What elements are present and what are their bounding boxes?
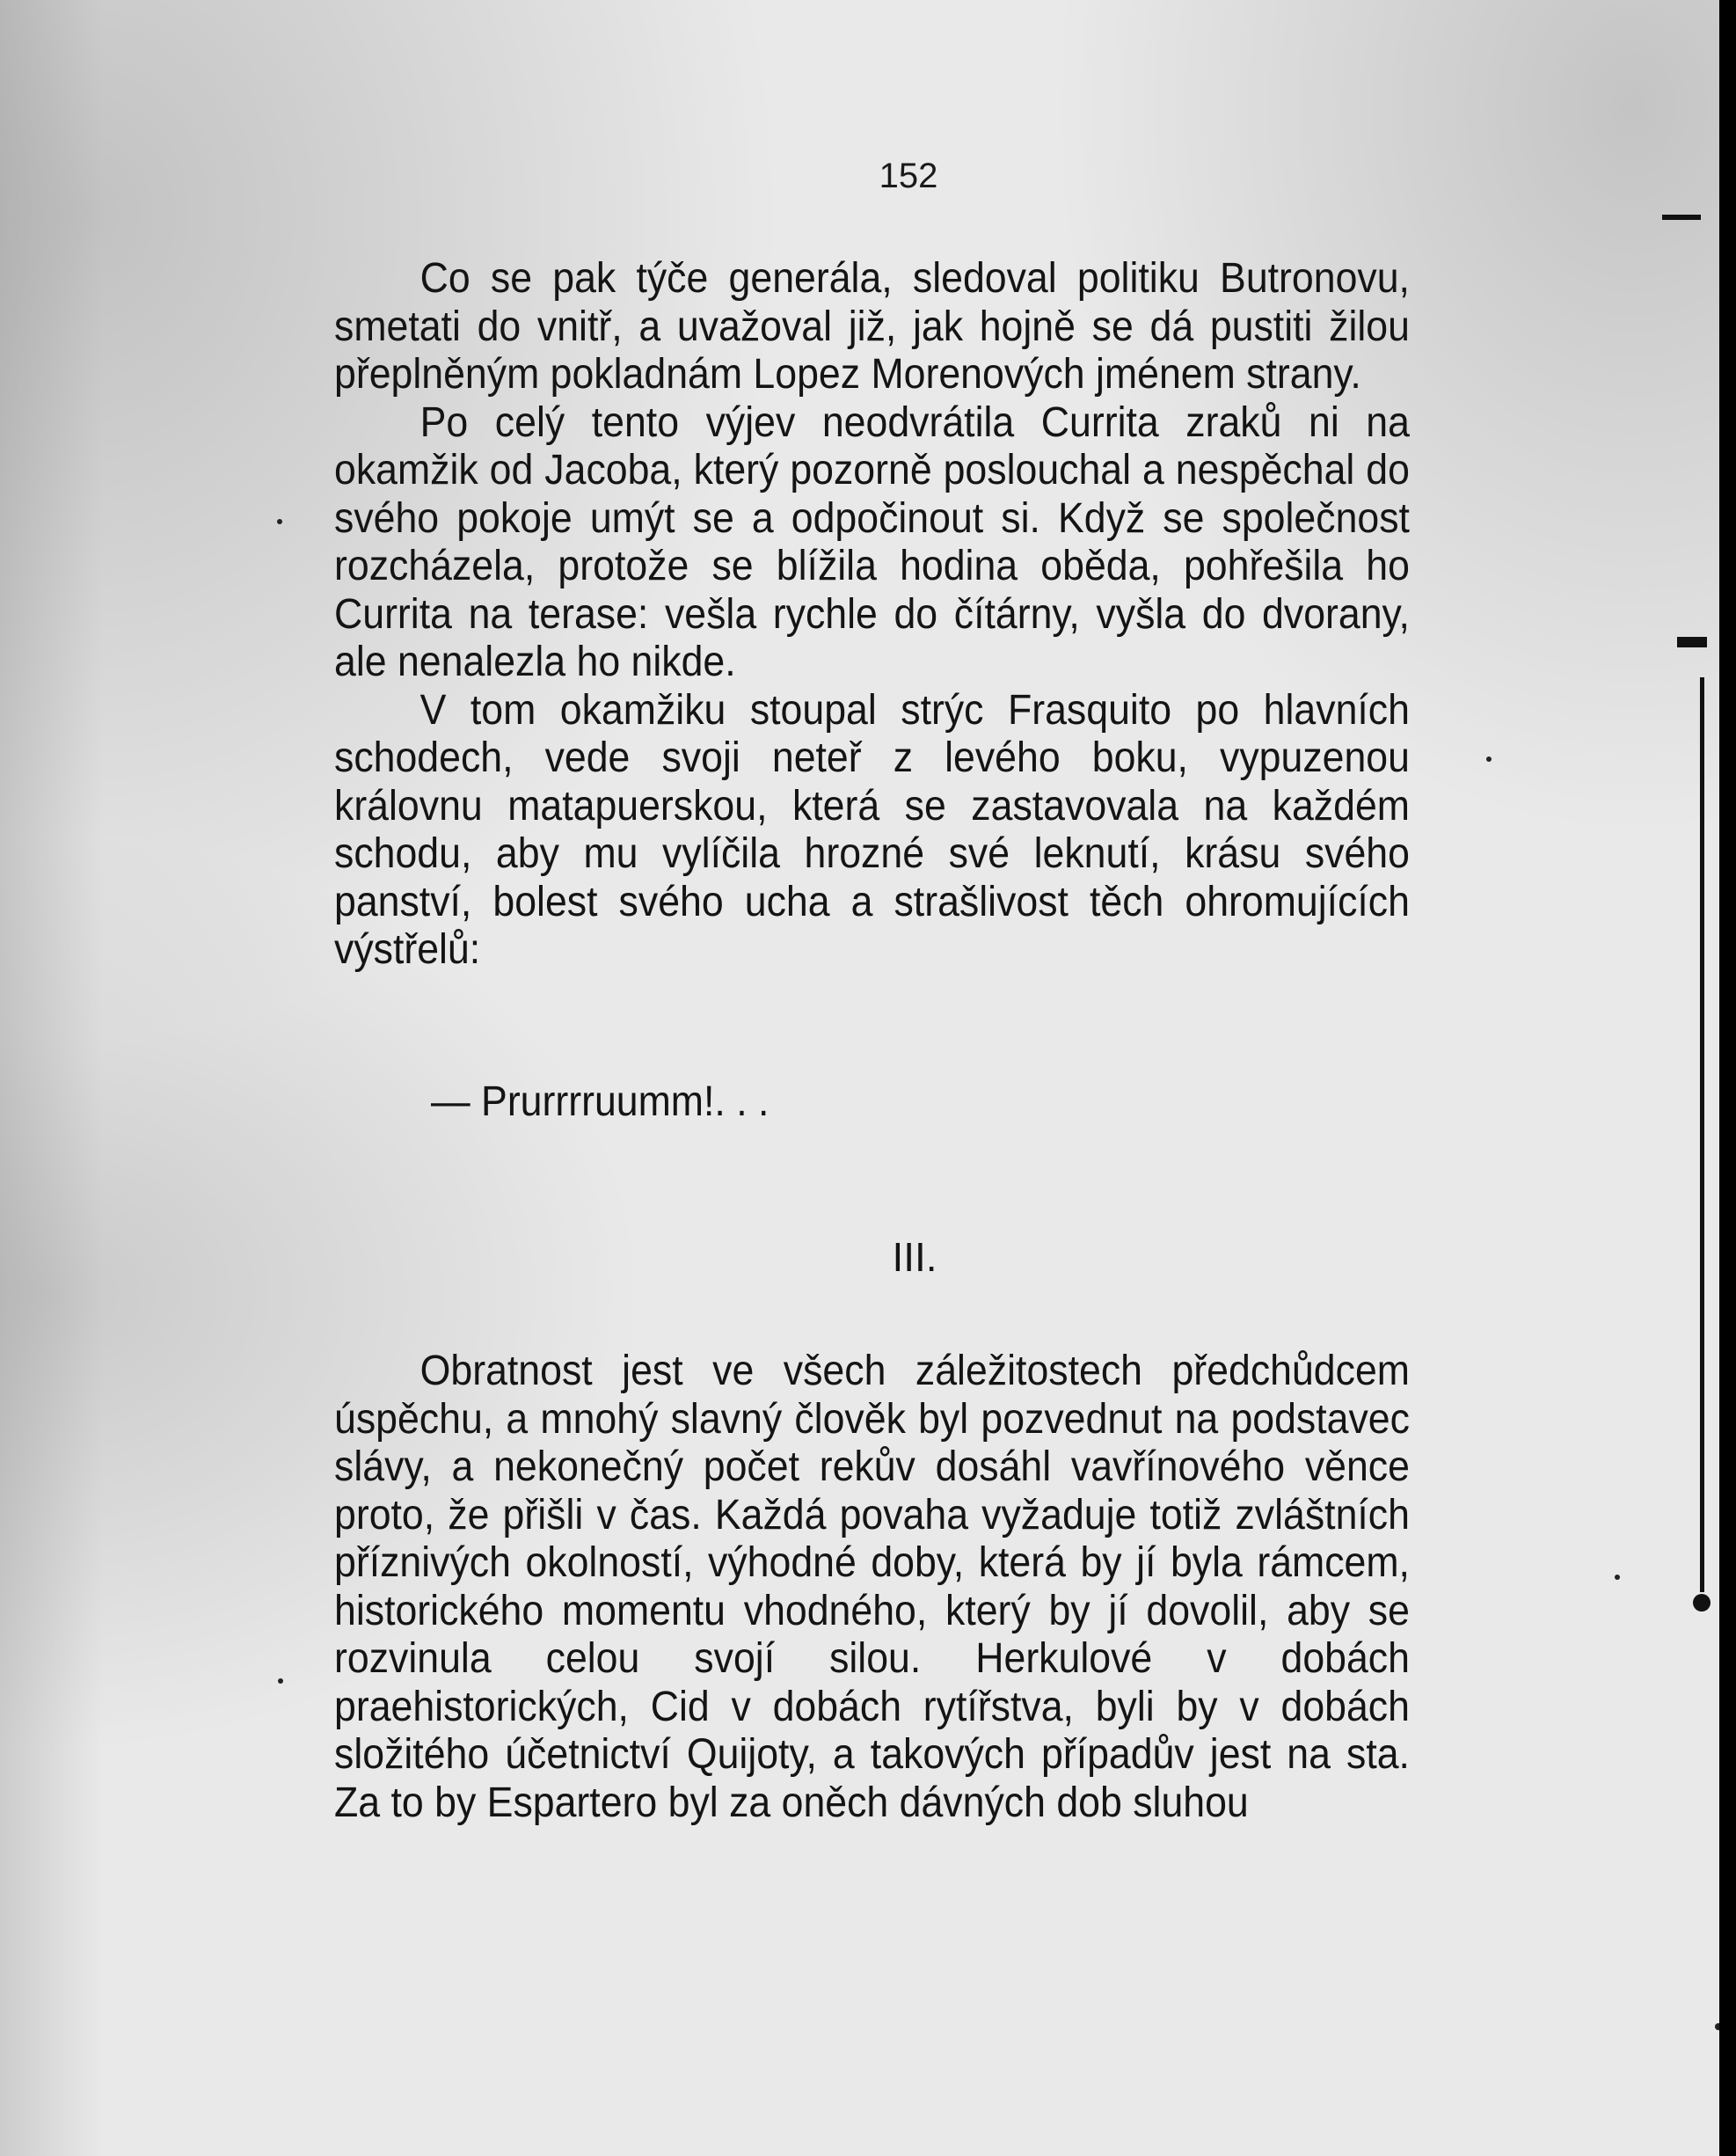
scan-speck xyxy=(1486,756,1492,762)
dialog-line: — Prurrrruumm!. . . xyxy=(431,1078,770,1125)
paragraph: Obratnost jest ve všech záležitostech předchůdcem úspěchu, a mnohý slavný člověk byl pozvednut na podstavec slávy, a nekonečný počet rekův dosáhl vavřínového věnce proto, že přišli v čas. Každá povaha vyžaduje totiž zvláštních příznivých okolností, výhodné doby, která by jí byla rámcem, historického momentu vhodného, který by jí dovolil, aby se rozvinula celou svojí silou. Herkulové v dobách praehistorických, Cid v dobách rytířstva, byli by v dobách složitého účetnictví Quijoty, a takových případův jest na sta. Za to by Espartero byl za oněch dávných dob sluhou xyxy=(334,1348,1410,1826)
scan-border xyxy=(1719,0,1736,2156)
margin-mark xyxy=(1693,1594,1710,1612)
paragraph: Po celý tento výjev neodvrátila Currita zraků ni na okamžik od Jacoba, který pozorně poslouchal a nespěchal do svého pokoje umýt se a odpočinout si. Když se společnost rozcházela, protože se blížila hodina oběda, pohřešila ho Currita na terase: vešla rychle do čítárny, vyšla do dvorany, ale nenalezla ho nikde. xyxy=(334,398,1410,685)
paragraph: V tom okamžiku stoupal strýc Frasquito po hlavních schodech, vede svoji neteř z levého boku, vypuzenou královnu matapuerskou, která se zastavovala na každém schodu, aby mu vylíčila hrozné své leknutí, krásu svého panství, bolest svého ucha a strašlivost těch ohromujících výstřelů: xyxy=(334,686,1410,973)
text-block-bottom xyxy=(334,1348,1410,1827)
scan-speck xyxy=(278,1678,283,1684)
text-block-top xyxy=(334,255,1410,975)
page-number: 152 xyxy=(879,157,938,195)
scan-speck xyxy=(1615,1575,1620,1580)
margin-rule xyxy=(1700,677,1704,1592)
paragraph: Co se pak týče generála, sledoval politiku Butronovu, smetati do vnitř, a uvažoval již, jak hojně se dá pustiti žilou přeplněným pokladnám Lopez Morenových jménem strany. xyxy=(334,255,1410,398)
scan-speck xyxy=(277,519,282,524)
margin-mark xyxy=(1662,215,1701,220)
chapter-heading: III. xyxy=(892,1234,937,1280)
margin-mark xyxy=(1677,637,1707,647)
